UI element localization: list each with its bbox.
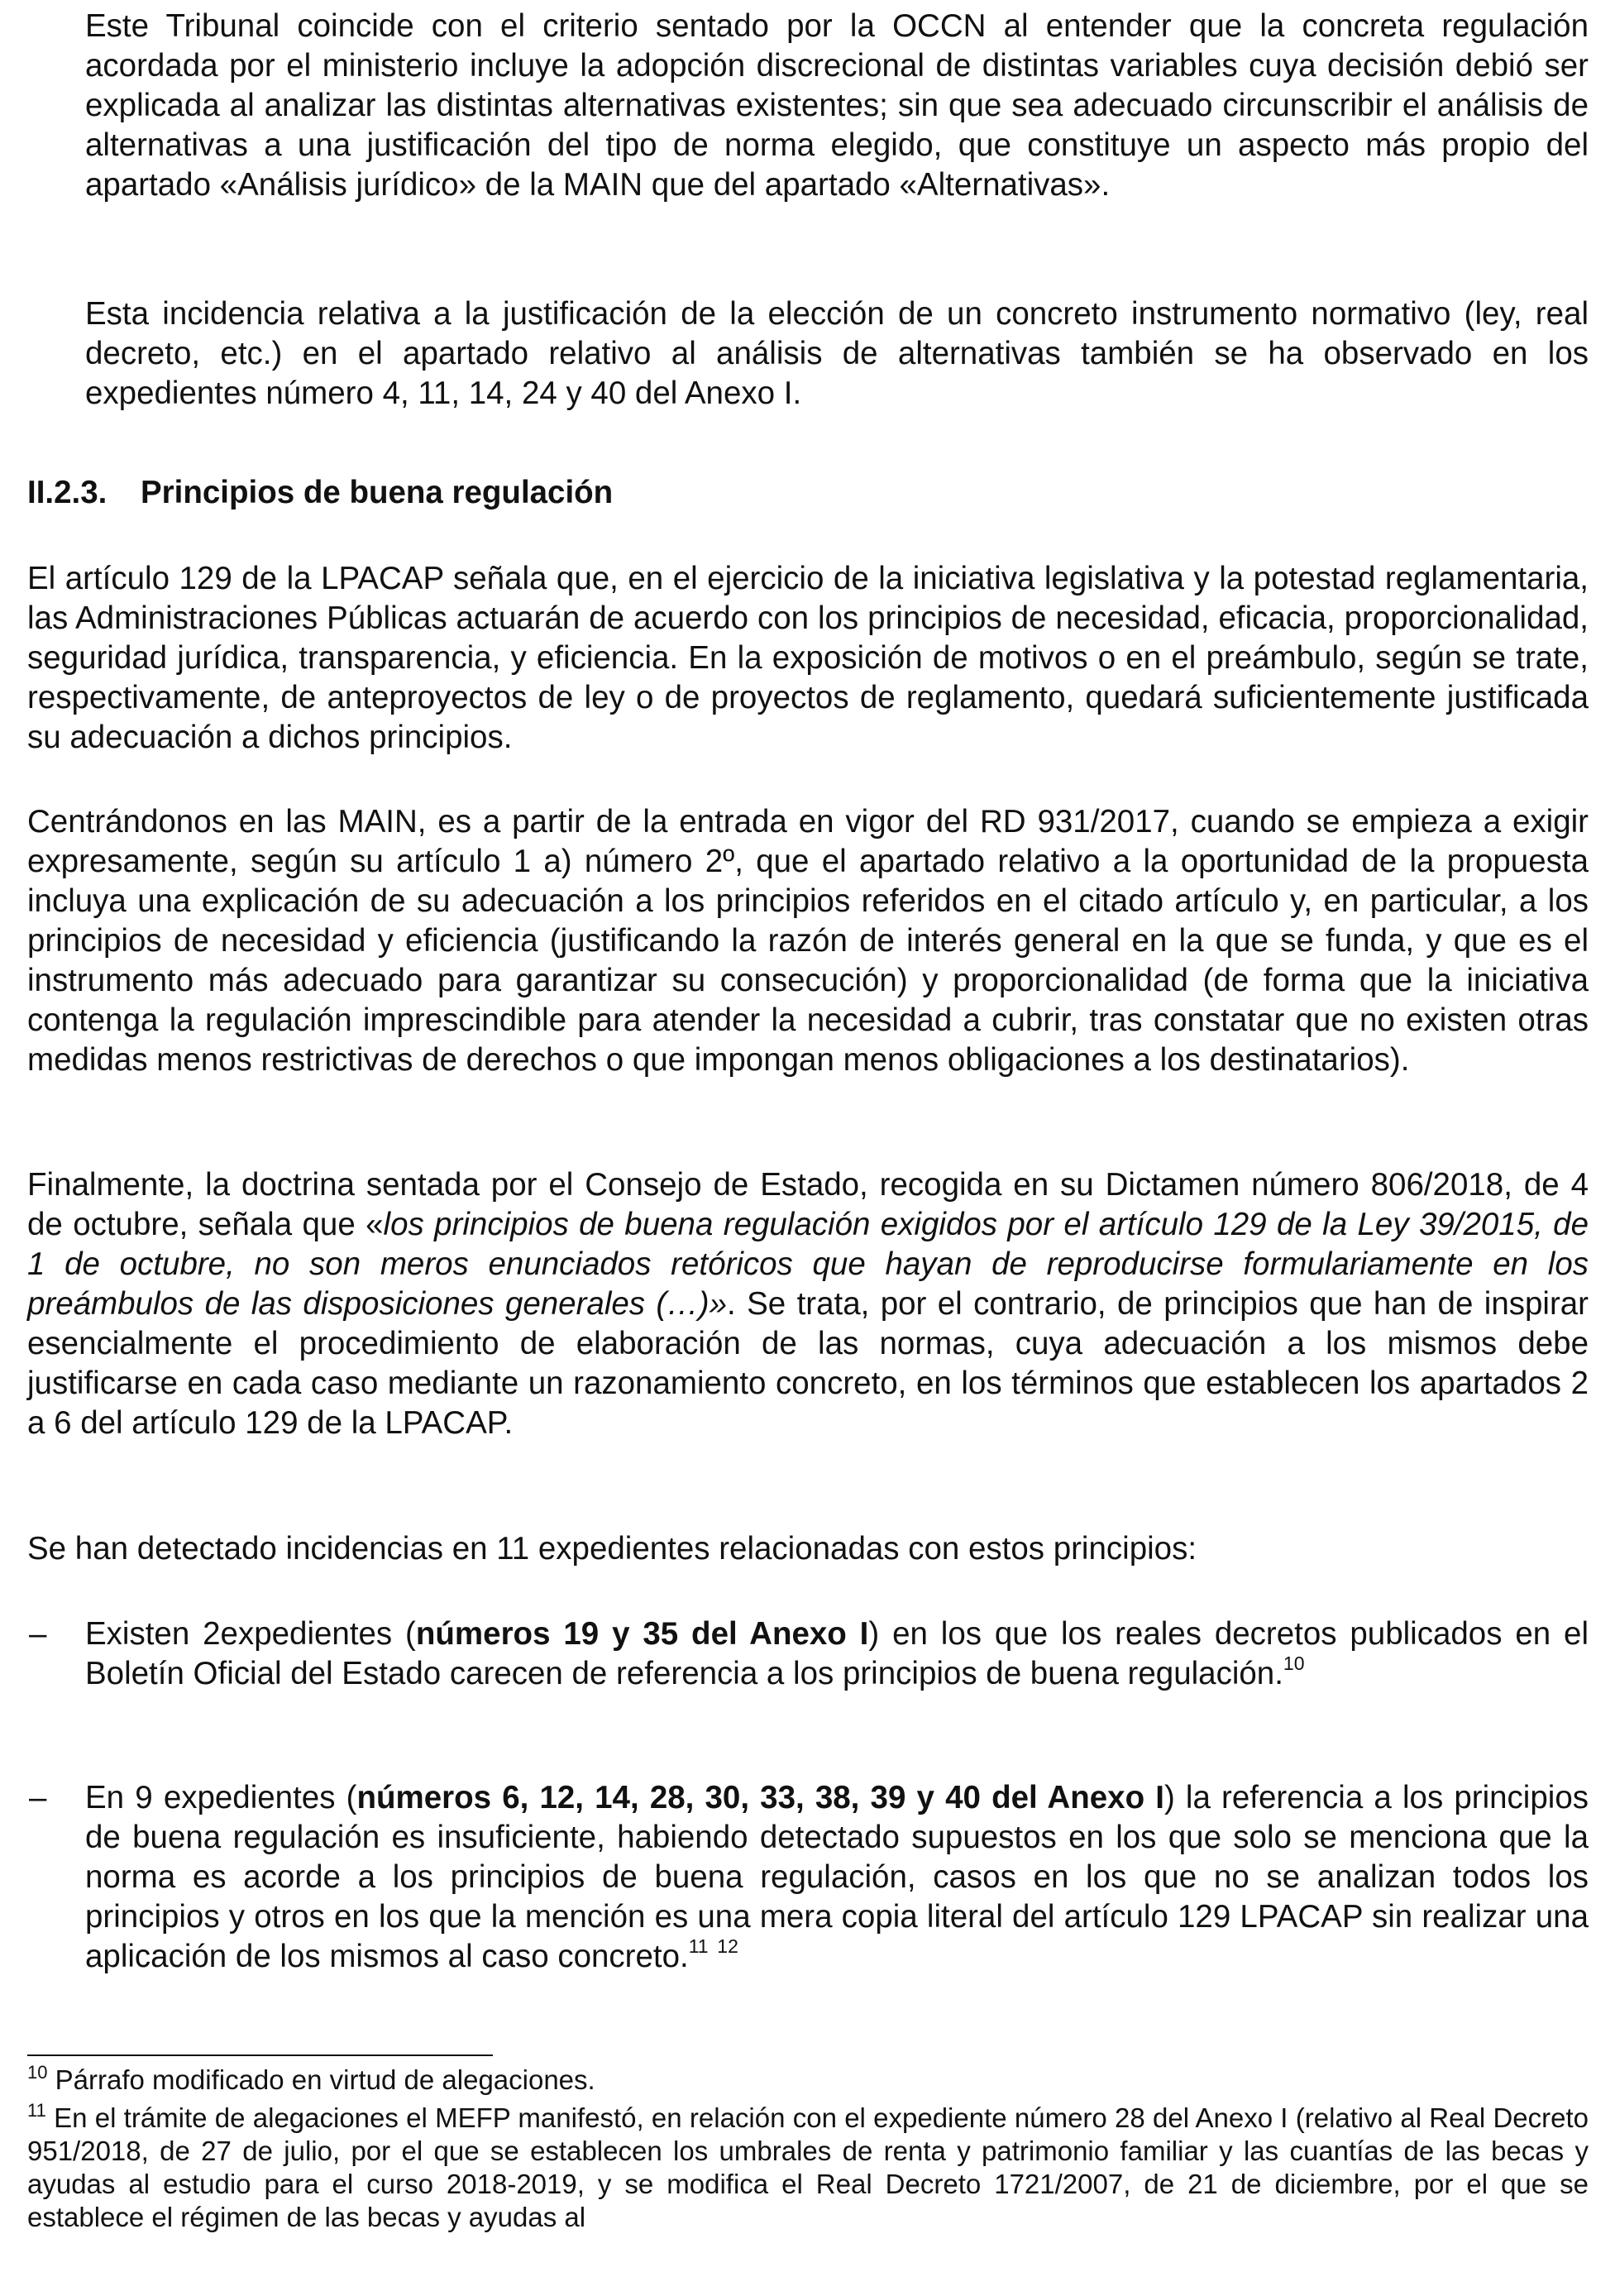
footnote-text: En el trámite de alegaciones el MEFP manifestó, en relación con el expediente número 28 del Anexo I (relativo al Real Decreto 951/2018, de 27 de julio, por el que se establecen los umbrales de renta y patrimonio familiar y las cuantías de las becas y ayudas al estudio para el curso 2018-2019, y se modifica el Real Decreto 1721/2007, de 21 de diciembre, por el que se establece el régimen de las becas y ayudas al <box>27 2102 1589 2232</box>
bullet-text: ) en los que los reales decretos publicados en el Boletín Oficial del Estado carecen de referencia a los principios de buena regulación. <box>85 1616 1589 1691</box>
paragraph-main-rd-931: Centrándonos en las MAIN, es a partir de la entrada en vigor del RD 931/2017, cuando se empieza a exigir expresamente, según su artículo 1 a) número 2º, que el apartado relativo a la oportunidad de la propuesta incluya una explicación de su adecuación a los principios referidos en el citado artículo y, en particular, a los principios de necesidad y eficiencia (justificando la razón de interés general en la que se funda, y que es el instrumento más adecuado para garantizar su consecución) y proporcionalidad (de forma que la iniciativa contenga la regulación imprescindible para atender la necesidad a cubrir, tras constatar que no existen otras medidas menos restrictivas de derechos o que impongan menos obligaciones a los destinatarios). <box>27 804 1589 1078</box>
paragraph-incidencia-alternativas: Esta incidencia relativa a la justificación de la elección de un concreto instrumento normativo (ley, real decreto, etc.) en el apartado relativo al análisis de alternativas también se ha observado en los expedientes número 4, 11, 14, 24 y 40 del Anexo I. <box>85 296 1589 411</box>
bullet-dash: – <box>29 1616 47 1652</box>
bullet-item-sin-referencia <box>85 1614 1589 1694</box>
section-number: II.2.3. <box>27 475 108 510</box>
bullet-bold-expedientes: números 19 y 35 del Anexo I <box>415 1616 869 1652</box>
footnote-10 <box>27 2064 1589 2097</box>
section-title: Principios de buena regulación <box>141 475 614 510</box>
paragraph-consejo-estado-rest: . Se trata, por el contrario, de principios que han de inspirar esencialmente el procedimiento de elaboración de las normas, cuya adecuación a los mismos debe justificarse en cada caso mediante un razonamiento concreto, en los términos que establecen los apartados 2 a 6 del artículo 129 de la LPACAP. <box>27 1286 1589 1441</box>
bullet-bold-expedientes: números 6, 12, 14, 28, 30, 33, 38, 39 y 40 del Anexo I <box>356 1780 1164 1815</box>
section-heading <box>27 473 613 513</box>
bullet-text: Existen 2expedientes ( <box>85 1616 416 1652</box>
bullet-text: En 9 expedientes ( <box>85 1780 357 1815</box>
quote-dictamen: los principios de buena regulación exigidos por el artículo 129 de la Ley 39/2015, de 1 de octubre, no son meros enunciados retóricos que hayan de reproducirse formulariamente en los preámbulos de las disposiciones generales (…)» <box>27 1207 1589 1322</box>
footnote-ref[interactable]: 11 <box>688 1935 709 1957</box>
footnote-ref[interactable]: 10 <box>1283 1653 1305 1674</box>
bullet-item-referencia-insuficiente <box>85 1778 1589 1977</box>
paragraph-tribunal-criterio: Este Tribunal coincide con el criterio sentado por la OCCN al entender que la concreta regulación acordada por el ministerio incluye la adopción discrecional de distintas variables cuya decisión debió ser explicada al analizar las distintas alternativas existentes; sin que sea adecuado circunscribir el análisis de alternativas a una justificación del tipo de norma elegido, que constituye un aspecto más propio del apartado «Análisis jurídico» de la MAIN que del apartado «Alternativas». <box>85 8 1589 203</box>
footnote-ref[interactable]: 12 <box>717 1935 738 1957</box>
paragraph-consejo-estado <box>27 1165 1589 1443</box>
bullet-text: ) la referencia a los principios de buena regulación es insuficiente, habiendo detectado supuestos en los que solo se menciona que la norma es acorde a los principios de buena regulación, casos en los que no se analizan todos los principios y otros en los que la mención es una mera copia literal del artículo 129 LPACAP sin realizar una aplicación de los mismos al caso concreto. <box>85 1780 1589 1974</box>
paragraph-consejo-estado-intro: Finalmente, la doctrina sentada por el Consejo de Estado, recogida en su Dictamen número 806/2018, de 4 de octubre, señala que « <box>27 1167 1589 1242</box>
footnote-number: 11 <box>27 2100 46 2121</box>
footnote-11 <box>27 2102 1589 2234</box>
bullet-dash: – <box>29 1780 47 1815</box>
paragraph-articulo-129: El artículo 129 de la LPACAP señala que, en el ejercicio de la iniciativa legislativa y la potestad reglamentaria, las Administraciones Públicas actuarán de acuerdo con los principios de necesidad, eficacia, proporcionalidad, seguridad jurídica, transparencia, y eficiencia. En la exposición de motivos o en el preámbulo, según se trate, respectivamente, de anteproyectos de ley o de proyectos de reglamento, quedará suficientemente justificada su adecuación a dichos principios. <box>27 561 1589 755</box>
paragraph-incidencias-intro: Se han detectado incidencias en 11 expedientes relacionadas con estos principios: <box>27 1531 1197 1567</box>
footnote-separator <box>27 2054 493 2056</box>
footnote-text: Párrafo modificado en virtud de alegaciones. <box>47 2064 595 2095</box>
footnote-number: 10 <box>27 2062 48 2083</box>
